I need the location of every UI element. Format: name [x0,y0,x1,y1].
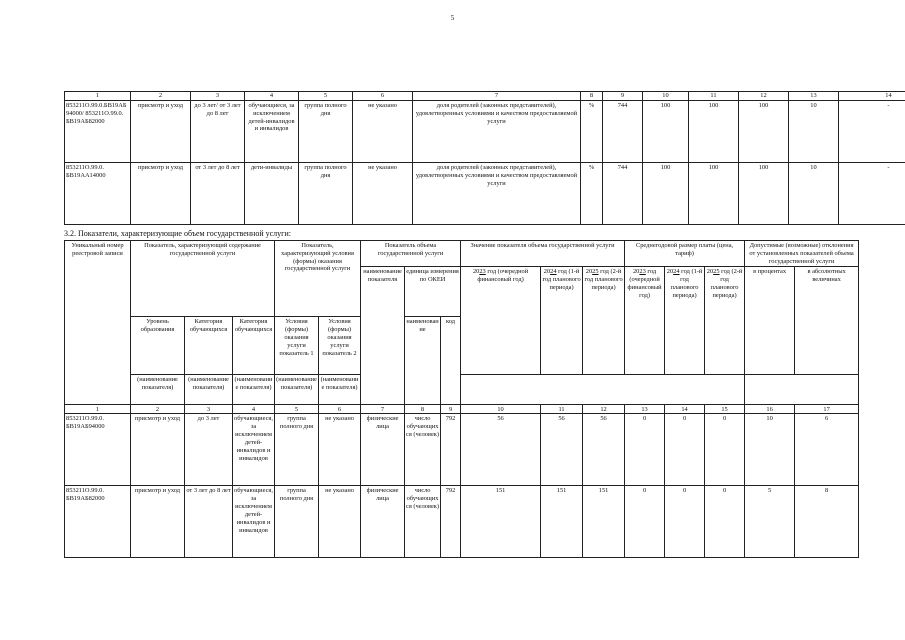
year-a-label: (очередной финансовый год) [477,268,529,284]
content-cell: присмотр и уход [131,101,191,163]
header-blank [745,375,859,405]
value-2024: 100 [689,101,739,163]
header-name-sub: (наименование показателя) [233,375,275,405]
col-number: 15 [705,405,745,414]
condition-1-cell: группа полного дня [275,414,319,486]
year-b-label: (1-й год планового периода) [542,268,581,292]
header-volume: Показатель объема государственной услуги [361,241,461,267]
value-2024: 56 [541,414,583,486]
okei-cell: 744 [603,101,643,163]
registry-code: 853211О.99.0. БВ19АБ82000 [65,486,131,558]
col-number: 10 [461,405,541,414]
col-number: 11 [689,92,739,101]
year-b-number: 24 [550,268,557,276]
registry-code: 853211О.99.0.БВ19АБ94000/ 853211О.99.0. БВ19АБ82000 [65,101,131,163]
price-2023: 0 [625,486,665,558]
table-row [65,486,859,558]
header-price-year-b: 2024 год (1-й год планового периода) [665,267,705,375]
col-number: 14 [839,92,905,101]
col-number: 9 [603,92,643,101]
age-cell: от 3 лет до 8 лет [185,486,233,558]
header-name-sub: (наименование показателя) [185,375,233,405]
col-number: 7 [413,92,581,101]
conditions-cell: группа полного дня [299,163,353,225]
value-2023: 151 [461,486,541,558]
quality-indicators-table [64,91,905,225]
price-year-c-number: 25 [713,268,720,276]
condition2-cell: не указано [353,101,413,163]
header-level: Уровень образования [131,317,185,375]
price-2024: 0 [665,414,705,486]
col-number: 1 [65,92,131,101]
header-value: Значение показателя объема государственной услуги [461,241,625,267]
condition-2-cell: не указано [319,414,361,486]
header-indicator-name: наименование показателя [361,267,405,405]
price-year-b-label: (1-й год планового периода) [670,268,703,299]
category-cell: обучающиеся, за исключением детей-инвалидов и инвалидов [233,486,275,558]
content-cell: присмотр и уход [131,486,185,558]
deviation-absolute: 8 [795,486,859,558]
value-2023: 56 [461,414,541,486]
condition2-cell: не указано [353,163,413,225]
value-2025: 56 [583,414,625,486]
price-2024: 0 [665,486,705,558]
col-number: 3 [185,405,233,414]
header-percent: в процентах [745,267,795,375]
header-row [65,241,859,267]
registry-code: 853211О.99.0. БВ19АБ94000 [65,414,131,486]
deviation-cell: 10 [789,101,839,163]
category-cell: обучающиеся, за исключением детей-инвалидов и инвалидов [245,101,299,163]
value-2025: 151 [583,486,625,558]
indicator-cell: доля родителей (законных представителей), удовлетворенных условиями и качеством предоставляемой услуги [413,101,581,163]
header-name-sub: (наименование показателя) [319,375,361,405]
col-number: 16 [745,405,795,414]
condition-1-cell: группа полного дня [275,486,319,558]
indicator-cell: доля родителей (законных представителей), удовлетворенных условиями и качеством предоставляемой услуги [413,163,581,225]
header-registry: Уникальный номер реестровой записи [65,241,131,405]
category-cell: обучающиеся, за исключением детей-инвалидов и инвалидов [233,414,275,486]
col-number: 10 [643,92,689,101]
value-2023: 100 [643,101,689,163]
unit-cell: % [581,101,603,163]
table-row [65,163,905,225]
year-c-number: 25 [592,268,599,276]
value-2023: 100 [643,163,689,225]
column-number-row [65,405,859,414]
volume-indicators-table [64,240,859,558]
age-cell: до 3 лет/ от 3 лет до 8 лет [191,101,245,163]
price-year-b-number: 24 [673,268,680,276]
header-deviation: Допустимые (возможные) отклонения от установленных показателей объема государственной услуги [745,241,859,267]
col-number: 2 [131,92,191,101]
price-year-c-label: (2-й год планового периода) [710,268,743,299]
unit-cell: % [581,163,603,225]
table-row [65,414,859,486]
header-unit-code: код [441,317,461,405]
header-price-year-a: 2023 год (очередной финансовый год) [625,267,665,375]
age-cell: от 3 лет до 8 лет [191,163,245,225]
okei-cell: 744 [603,163,643,225]
header-year-a: 2023 год (очередной финансовый год) [461,267,541,375]
header-price: Среднегодовой размер платы (цена, тариф) [625,241,745,267]
price-2025: 0 [705,414,745,486]
unit-name-cell: число обучающихся (человек) [405,414,441,486]
header-name-sub: (наименование показателя) [275,375,319,405]
col-number: 12 [583,405,625,414]
content-cell: присмотр и уход [131,163,191,225]
col-number: 8 [405,405,441,414]
header-condition-1: Условия (формы) оказания услуги показатель 1 [275,317,319,375]
col-number: 4 [233,405,275,414]
col-number: 13 [789,92,839,101]
conditions-cell: группа полного дня [299,101,353,163]
value-2024: 100 [689,163,739,225]
col-number: 8 [581,92,603,101]
col-number: 7 [361,405,405,414]
col-number: 13 [625,405,665,414]
unit-name-cell: число обучающихся (человек) [405,486,441,558]
col-number: 6 [353,92,413,101]
column-number-row [65,92,905,101]
header-conditions: Показатель, характеризующий условия (формы) оказания государственной услуги [275,241,361,317]
header-row [65,375,859,405]
col-number: 2 [131,405,185,414]
col-number: 5 [299,92,353,101]
col-number: 6 [319,405,361,414]
value-2024: 151 [541,486,583,558]
header-unit: единица измерения по ОКЕИ [405,267,461,317]
value-2025: 100 [739,163,789,225]
indicator-name-cell: физические лица [361,486,405,558]
deviation-percent: 10 [745,414,795,486]
absolute-cell: - [839,101,905,163]
unit-code-cell: 792 [441,414,461,486]
year-c-label: (2-й год планового периода) [584,268,623,292]
header-absolute: в абсолютных величинах [795,267,859,375]
col-number: 3 [191,92,245,101]
col-number: 4 [245,92,299,101]
age-cell: до 3 лет [185,414,233,486]
col-number: 14 [665,405,705,414]
deviation-cell: 10 [789,163,839,225]
deviation-absolute: 6 [795,414,859,486]
page-number: 5 [450,14,455,22]
header-price-year-c: 2025 год (2-й год планового периода) [705,267,745,375]
price-2025: 0 [705,486,745,558]
header-unit-name: наименование [405,317,441,405]
header-category-2: Категория обучающихся [233,317,275,375]
header-content: Показатель, характеризующий содержание государственной услуги [131,241,275,317]
price-year-a-label: (очередной финансовый год) [627,276,662,299]
col-number: 9 [441,405,461,414]
absolute-cell: - [839,163,905,225]
col-number: 11 [541,405,583,414]
col-number: 17 [795,405,859,414]
col-number: 1 [65,405,131,414]
value-2025: 100 [739,101,789,163]
price-year-a-number: 23 [639,268,646,276]
header-category: Категория обучающихся [185,317,233,375]
deviation-percent: 5 [745,486,795,558]
col-number: 12 [739,92,789,101]
year-a-number: 23 [479,268,486,276]
header-year-b: 2024 год (1-й год планового периода) [541,267,583,375]
table-row [65,101,905,163]
header-name-sub: (наименование показателя) [131,375,185,405]
category-cell: дети-инвалиды [245,163,299,225]
registry-code: 853211О.99.0. БВ19АА14000 [65,163,131,225]
header-condition-2: Условия (формы) оказания услуги показатель 2 [319,317,361,375]
condition-2-cell: не указано [319,486,361,558]
col-number: 5 [275,405,319,414]
header-blank [461,375,745,405]
header-year-c: 2025 год (2-й год планового периода) [583,267,625,375]
price-2023: 0 [625,414,665,486]
section-title: 3.2. Показатели, характеризующие объем государственной услуги: [64,229,291,238]
content-cell: присмотр и уход [131,414,185,486]
indicator-name-cell: физические лица [361,414,405,486]
unit-code-cell: 792 [441,486,461,558]
